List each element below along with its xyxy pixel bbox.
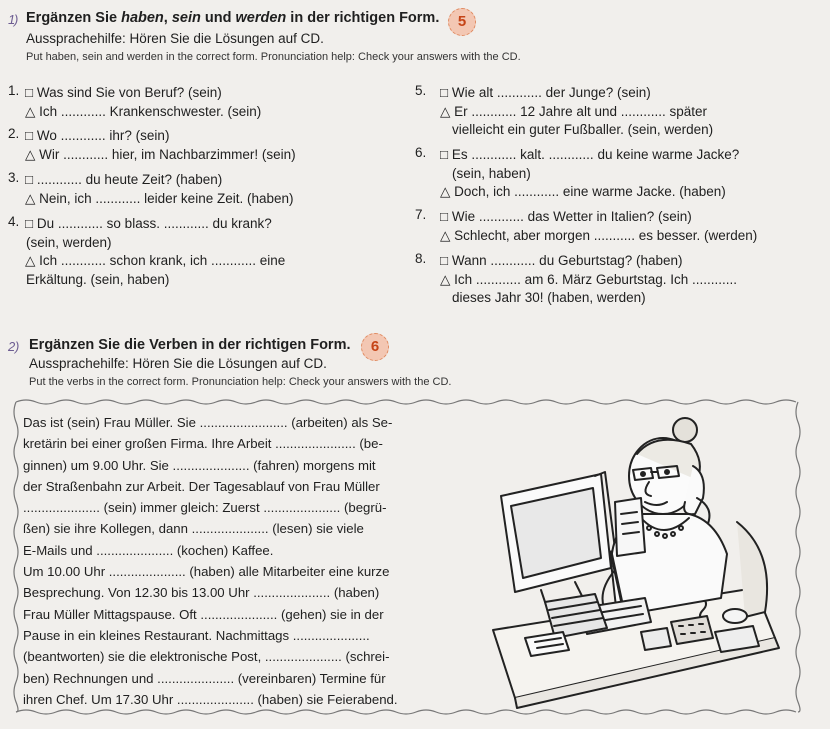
- exercise-1-item-line: □ ............ du heute Zeit? (haben): [25, 172, 223, 187]
- exercise-1-audio-badge: 5: [448, 8, 476, 36]
- exercise-2-english: Put the verbs in the correct form. Pronunciation help: Check your answers with the CD.: [29, 376, 452, 388]
- story-line: ..................... (sein) immer gleich: Zuerst ..................... (begrü-: [23, 500, 387, 516]
- story-line: Um 10.00 Uhr ..................... (haben) alle Mitarbeiter eine kurze: [23, 564, 390, 580]
- exercise-1-item-line: Erkältung. (sein, haben): [26, 271, 170, 287]
- exercise-1-item-number: 8.: [415, 251, 427, 266]
- exercise-1-item-number: 4.: [8, 214, 20, 229]
- exercise-1-english: Put haben, sein and werden in the correct form. Pronunciation help: Check your answers with the CD.: [26, 51, 521, 63]
- exercise-1-item-line: dieses Jahr 30! (haben, werden): [452, 290, 646, 305]
- exercise-1-item-line: △ Wir ............ hier, im Nachbarzimmer! (sein): [25, 146, 296, 162]
- exercise-1-title: Ergänzen Sie haben, sein und werden in der richtigen Form.: [26, 10, 440, 26]
- exercise-1-item-number: 3.: [8, 170, 20, 185]
- exercise-2-number: 2: [8, 339, 16, 354]
- exercise-1-item-line: □ Wo ............ ihr? (sein): [25, 128, 170, 143]
- exercise-1-item-line: □ Es ............ kalt. ............ du keine warme Jacke?: [440, 147, 740, 162]
- exercise-2-audio-badge: 6: [361, 333, 389, 361]
- exercise-2-subtitle: Aussprachehilfe: Hören Sie die Lösungen auf CD.: [29, 356, 327, 371]
- story-line: (beantworten) sie die elektronische Post, ..................... (schrei-: [23, 649, 390, 665]
- story-line: Frau Müller Mittagspause. Oft ..................... (gehen) sie in der: [23, 606, 384, 622]
- exercise-1-item-line: (sein, haben): [452, 165, 531, 181]
- exercise-1-item-line: △ Ich ............ schon krank, ich ............ eine: [25, 253, 286, 268]
- exercise-1-item-line: □ Was sind Sie von Beruf? (sein): [25, 85, 222, 100]
- exercise-1-item-number: 7.: [415, 207, 427, 222]
- exercise-1-item-line: (sein, werden): [26, 234, 112, 250]
- exercise-1-subtitle: Aussprachehilfe: Hören Sie die Lösungen auf CD.: [26, 31, 324, 46]
- exercise-1-item-number: 1.: [8, 83, 20, 98]
- exercise-1-item-line: △ Er ............ 12 Jahre alt und ............ später: [440, 103, 707, 119]
- exercise-1-item-number: 6.: [415, 145, 427, 160]
- exercise-1-item-number: 2.: [8, 126, 20, 141]
- exercise-1-item-line: △ Ich ............ Krankenschwester. (sein): [25, 103, 262, 119]
- story-line: Das ist (sein) Frau Müller. Sie ........................ (arbeiten) als Se-: [23, 415, 393, 430]
- story-line: ben) Rechnungen und ..................... (vereinbaren) Termine für: [23, 670, 386, 686]
- story-line: ginnen) um 9.00 Uhr. Sie ..................... (fahren) morgens mit: [23, 457, 376, 473]
- story-line: ßen) sie ihre Kollegen, dann ..................... (lesen) sie viele: [23, 521, 364, 537]
- exercise-1-item-line: △ Nein, ich ............ leider keine Zeit. (haben): [25, 190, 294, 206]
- exercise-1-number-paren: ): [14, 12, 19, 27]
- story-line: Pause in ein kleines Restaurant. Nachmittags .....................: [23, 627, 370, 643]
- story-line: der Straßenbahn zur Arbeit. Der Tagesablauf von Frau Müller: [23, 478, 380, 494]
- exercise-1-item-line: □ Wann ............ du Geburtstag? (haben): [440, 253, 683, 268]
- story-line: Besprechung. Von 12.30 bis 13.00 Uhr ..................... (haben): [23, 585, 380, 601]
- story-line: kretärin bei einer großen Firma. Ihre Arbeit ...................... (be-: [23, 436, 383, 452]
- exercise-1-item-line: □ Wie ............ das Wetter in Italien? (sein): [440, 209, 692, 224]
- exercise-1-item-line: △ Ich ............ am 6. März Geburtstag. Ich ............: [440, 271, 737, 287]
- exercise-1-item-line: □ Wie alt ............ der Junge? (sein): [440, 85, 651, 100]
- exercise-1-item-line: △ Schlecht, aber morgen ........... es besser. (werden): [440, 227, 758, 243]
- story-line: E-Mails und ..................... (kochen) Kaffee.: [23, 542, 274, 558]
- exercise-2-title: Ergänzen Sie die Verben in der richtigen Form.: [29, 337, 351, 353]
- exercise-1-number: 1: [8, 12, 16, 27]
- exercise-1-item-line: □ Du ............ so blass. ............ du krank?: [25, 216, 272, 231]
- story-line: ihren Chef. Um 17.30 Uhr ..................... (haben) sie Feierabend.: [23, 691, 398, 707]
- exercise-1-item-line: △ Doch, ich ............ eine warme Jacke. (haben): [440, 184, 726, 199]
- secretary-illustration: [445, 402, 795, 714]
- story-text: [23, 412, 435, 710]
- exercise-2-number-paren: ): [15, 339, 20, 354]
- exercise-1-item-number: 5.: [415, 83, 427, 98]
- exercise-1-item-line: vielleicht ein guter Fußballer. (sein, werden): [452, 122, 714, 137]
